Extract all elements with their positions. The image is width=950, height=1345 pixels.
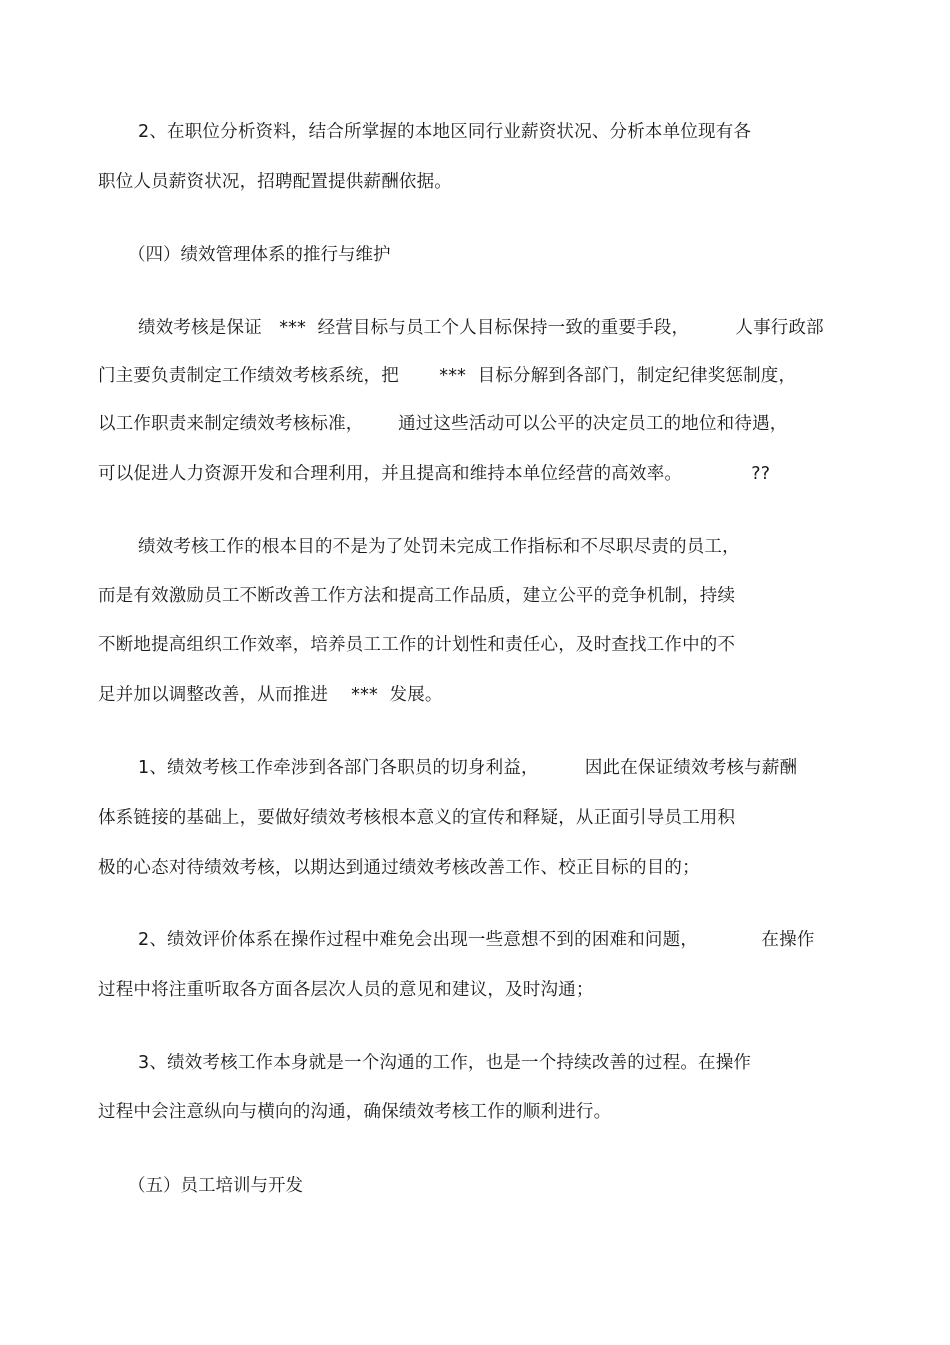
text-line: 体系链接的基础上，要做好绩效考核根本意义的宣传和释疑，从正面引导员工用积 <box>98 808 736 828</box>
section-heading: （五）员工培训与开发 <box>128 1176 303 1196</box>
text-line: 过程中将注重听取各方面各层次人员的意见和建议，及时沟通； <box>98 980 594 1000</box>
section-heading: （四）绩效管理体系的推行与维护 <box>128 245 391 265</box>
text-line: 过程中会注意纵向与横向的沟通，确保绩效考核工作的顺利进行。 <box>98 1102 612 1122</box>
text-line: 3、绩效考核工作本身就是一个沟通的工作，也是一个持续改善的过程。在操作 <box>138 1053 752 1073</box>
text-line: 门主要负责制定工作绩效考核系统，把 *** 目标分解到各部门，制定纪律奖惩制度， <box>98 366 797 386</box>
text-line: 绩效考核工作的根本目的不是为了处罚未完成工作指标和不尽职尽责的员工， <box>138 537 740 557</box>
text-line: 职位人员薪资状况，招聘配置提供薪酬依据。 <box>98 172 452 192</box>
text-line: 不断地提高组织工作效率，培养员工工作的计划性和责任心，及时查找工作中的不 <box>98 635 736 655</box>
text-line: 2、绩效评价体系在操作过程中难免会出现一些意想不到的困难和问题， 在操作 <box>138 930 815 950</box>
text-line: 绩效考核是保证 *** 经营目标与员工个人目标保持一致的重要手段， 人事行政部 <box>138 318 824 338</box>
text-line: 2、在职位分析资料，结合所掌握的本地区同行业薪资状况、分析本单位现有各 <box>138 122 752 142</box>
text-line: 可以促进人力资源开发和合理利用，并且提高和维持本单位经营的高效率。 ?? <box>98 464 771 484</box>
text-line: 而是有效激励员工不断改善工作方法和提高工作品质，建立公平的竞争机制，持续 <box>98 586 736 606</box>
text-line: 足并加以调整改善，从而推进 *** 发展。 <box>98 685 443 705</box>
text-line: 以工作职责来制定绩效考核标准， 通过这些活动可以公平的决定员工的地位和待遇， <box>98 414 788 434</box>
text-line: 极的心态对待绩效考核，以期达到通过绩效考核改善工作、校正目标的目的； <box>98 858 700 878</box>
text-line: 1、绩效考核工作牵涉到各部门各职员的切身利益， 因此在保证绩效考核与薪酬 <box>138 758 798 778</box>
